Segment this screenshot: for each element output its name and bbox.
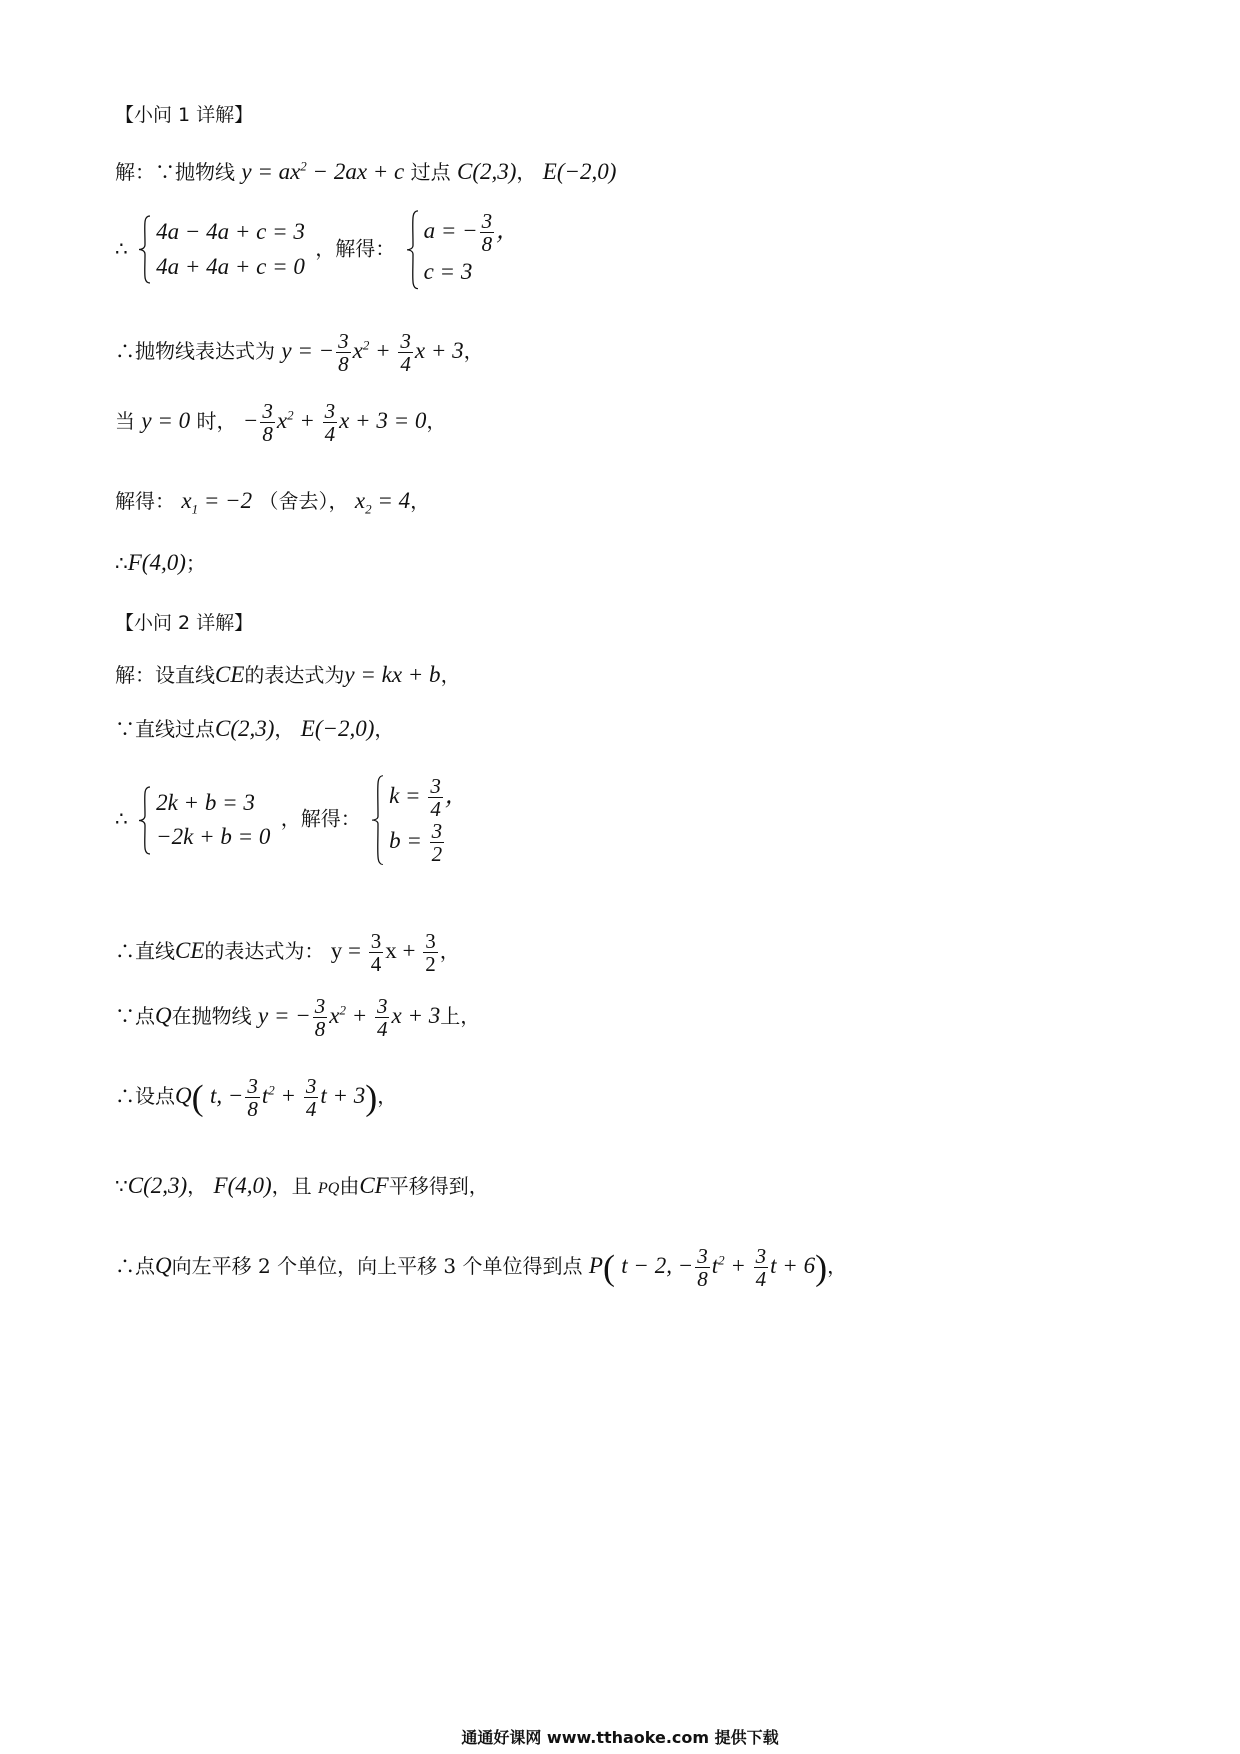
math-quadratic-equation: − $\frac{3}{8}$ $x^2$ + $\frac{3}{4}$ x + 3 = 0 [242, 399, 427, 447]
part1-line1: 解：∵抛物线 $y = ax^2 - 2ax + c$ 过点 C(2,3)， E(−2,0) [115, 158, 617, 184]
point-e: E(−2,0) [542, 159, 617, 184]
text: 解：∵抛物线 [115, 160, 235, 184]
part2-line4: ∴直线CE的表达式为： y = $\frac{3}{4}$ x + $\frac{3}{2}$ ， [115, 929, 460, 977]
part2-line3: ∴ 2k + b = 3 −2k + b = 0 ，解得： k = $\frac{3}{4}$ ， b = $\frac{3}{2}$ [115, 774, 468, 867]
part1-line3: ∴抛物线表达式为 y = − $\frac{3}{8}$ $x^2$ + $\frac{3}{4}$ x + 3， [115, 329, 484, 377]
part2-line5: ∵点Q在抛物线 y = − $\frac{3}{8}$ $x^2$ + $\frac{3}{4}$ x + 3上， [115, 994, 481, 1042]
equation-system-2: 2k + b = 3 −2k + b = 0 [138, 786, 270, 855]
part2-line8: ∴点Q向左平移 2 个单位，向上平移 3 个单位得到点 P( t − 2, − $\frac{3}{8}$ $t^2$ + $\frac{3}{4}$ t + 6)， [115, 1244, 848, 1292]
math-parabola: $y = ax^2 - 2ax + c$ [241, 158, 405, 184]
part1-line6: ∴F(4,0)； [115, 550, 206, 575]
text: 过点 [410, 160, 451, 184]
solution-system-1: a = − $\frac{3}{8}$ ， c = 3 [406, 210, 520, 290]
part1-line4: 当 y = 0 时， − $\frac{3}{8}$ $x^2$ + $\frac{3}{4}$ x + 3 = 0， [115, 399, 447, 447]
part2-line1: 解：设直线CE的表达式为y = kx + b， [115, 662, 461, 687]
page-footer: 通通好课网 www.tthaoke.com 提供下载 [461, 1728, 779, 1747]
part2-heading: 【小问 2 详解】 [115, 612, 254, 634]
solution-system-2: k = $\frac{3}{4}$ ， b = $\frac{3}{2}$ [371, 775, 468, 865]
part1-heading: 【小问 1 详解】 [115, 104, 254, 126]
part2-line7: ∵C(2,3)， F(4,0)，且 PQ由CF平移得到， [115, 1173, 489, 1198]
part1-line5: 解得： $x_1 = -2$ （舍去）， $x_2 = 4$， [115, 488, 431, 517]
part2-line2: ∵直线过点C(2,3)， E(−2,0)， [115, 716, 395, 741]
part1-line2: ∴ 4a − 4a + c = 3 4a + 4a + c = 0 ，解得： a = − $\frac{3}{8}$ ， c = 3 [115, 210, 523, 290]
part2-line6: ∴设点Q( t, − $\frac{3}{8}$ $t^2$ + $\frac{3}{4}$ t + 3)， [115, 1074, 398, 1122]
math-parabola-expression: y = − $\frac{3}{8}$ $x^2$ + $\frac{3}{4}$ x + 3 [281, 329, 464, 377]
equation-system-1: 4a − 4a + c = 3 4a + 4a + c = 0 [138, 215, 305, 284]
point-c: C(2,3) [456, 159, 517, 184]
